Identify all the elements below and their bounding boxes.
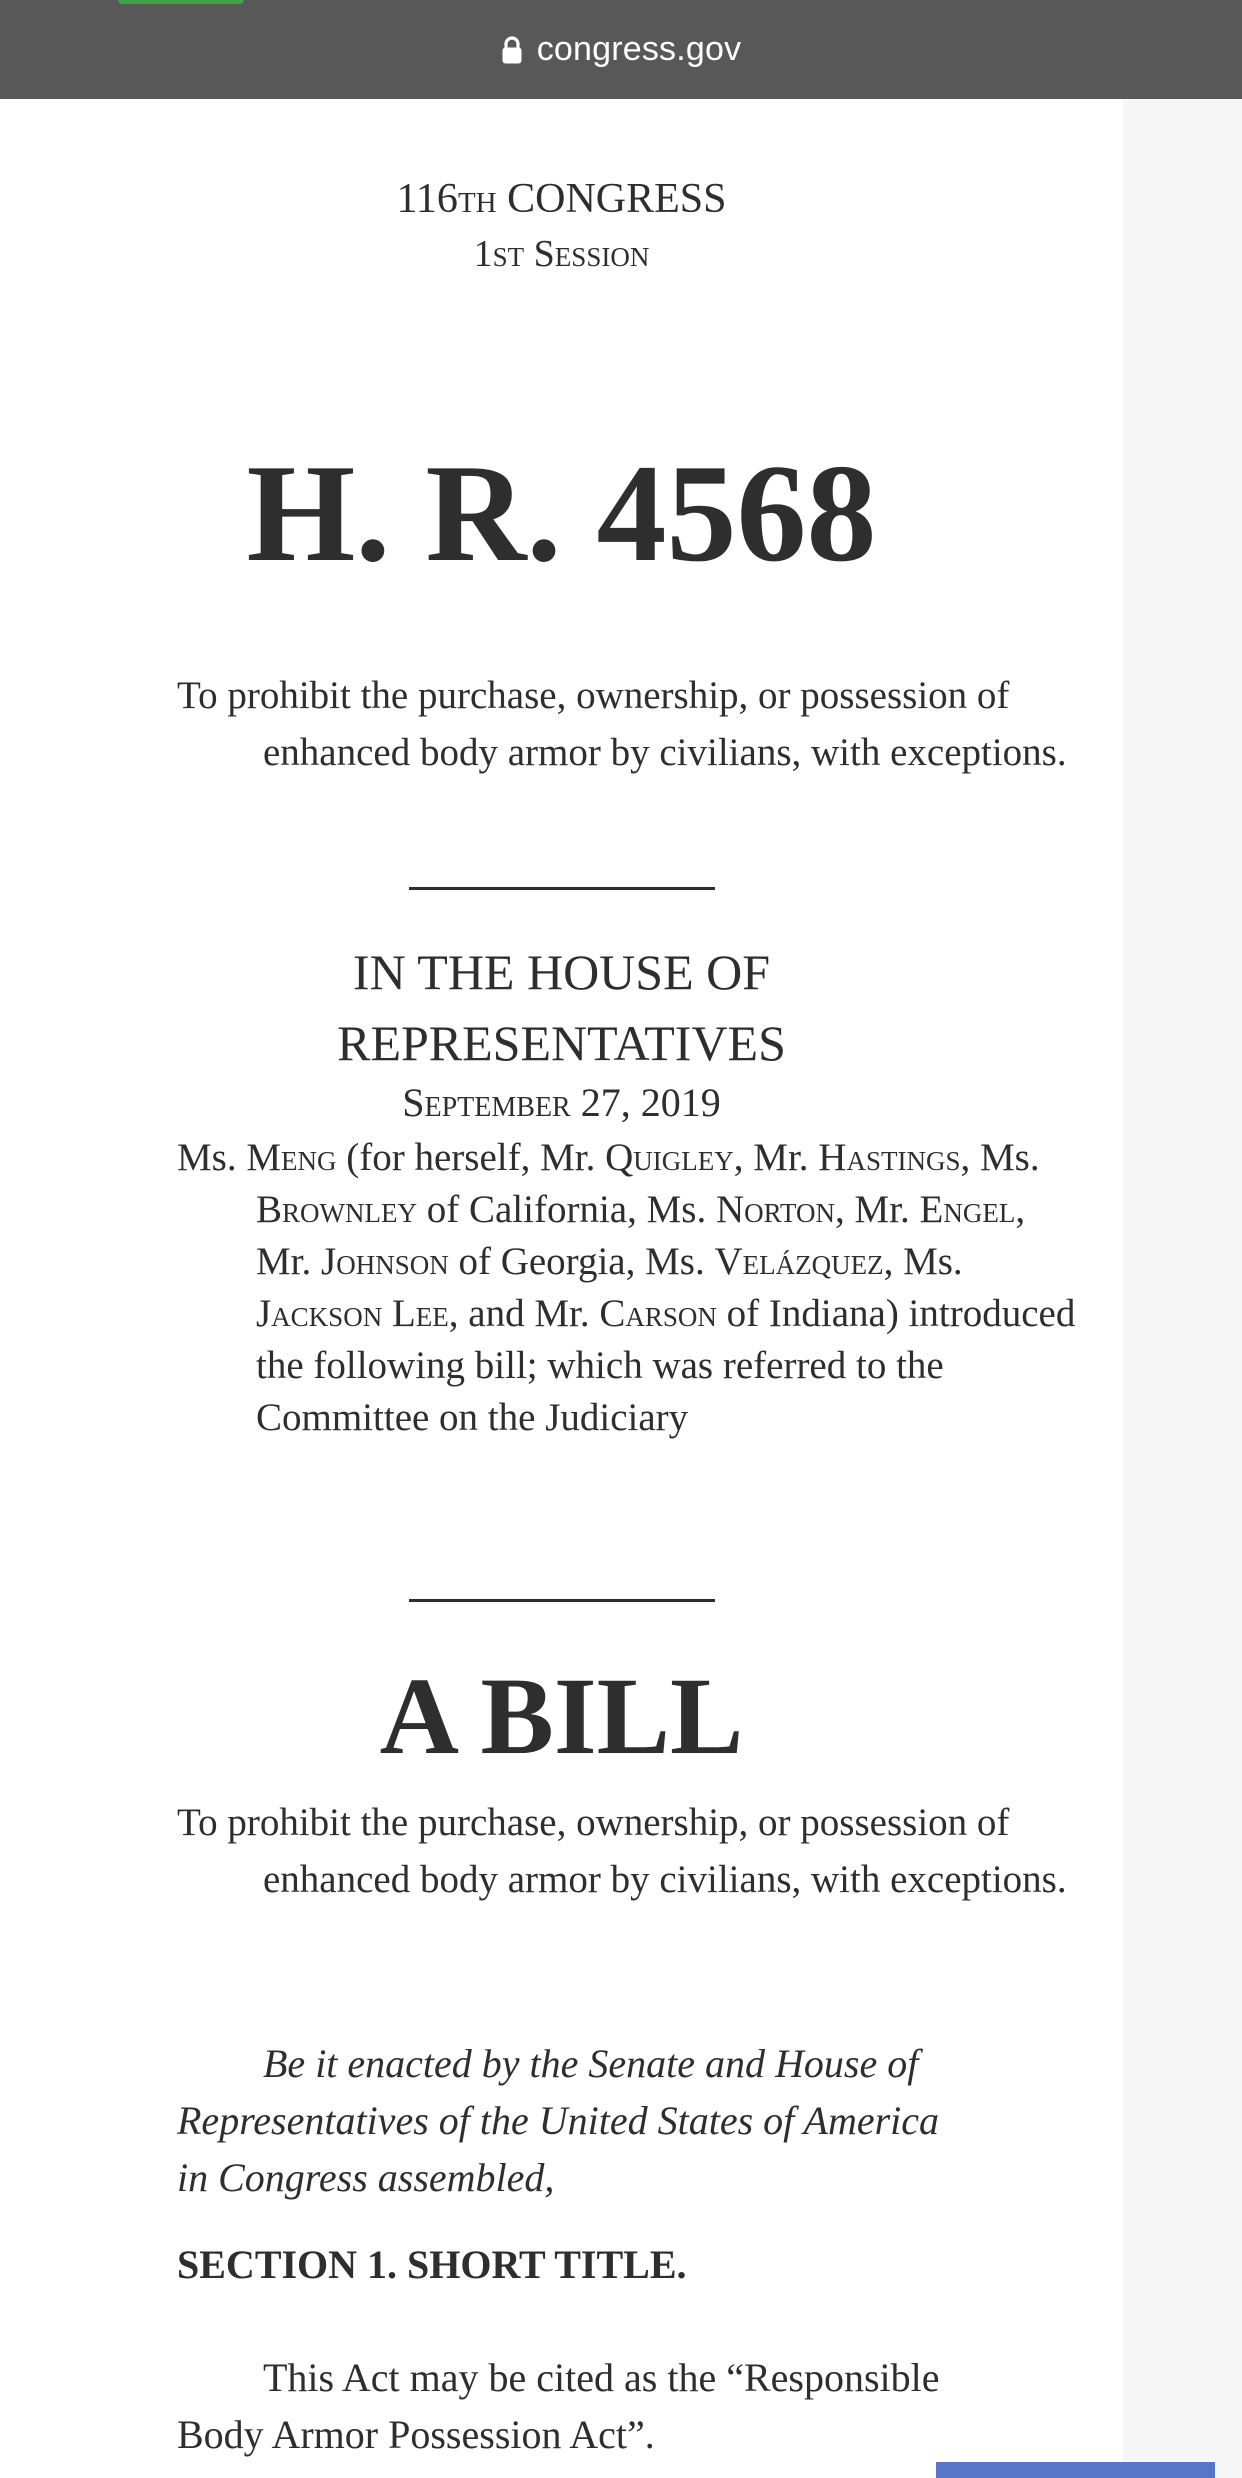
chamber-heading [0,937,1123,1079]
bill-heading: A BILL [379,1655,744,1777]
browser-address-bar[interactable] [0,0,1242,99]
sponsor-name: Velázquez [714,1240,884,1283]
session-word: Session [533,233,650,275]
load-progress-indicator [118,0,244,4]
enacting-clause: Be it enacted by the Senate and House of Representatives of the United States of America in Congress assembled, [177,2041,940,2200]
sponsor-text: (for herself, Mr. [336,1136,606,1179]
bill-document [0,99,1123,2478]
chamber-text: IN THE HOUSE OF REPRESENTATIVES [337,944,786,1071]
divider [409,887,715,890]
sponsor-text: of California, Ms. [417,1188,716,1231]
bill-purpose-summary: To prohibit the purchase, ownership, or possession of enhanced body armor by civilians, with exceptions. [177,674,1067,774]
lock-icon [501,35,523,65]
sponsor-name: Jackson Lee [256,1292,449,1335]
sponsor-name: Carson [599,1292,717,1335]
url-text: congress.gov [536,30,742,68]
session-number: 1 [473,233,493,275]
short-title-text: This Act may be cited as the “Responsible Body Armor Possession Act”. [177,2355,940,2457]
congress-heading [0,175,1123,223]
sponsor-name: Norton [715,1188,836,1231]
floating-action-button[interactable] [936,2462,1215,2478]
divider [409,1599,715,1602]
bill-purpose: To prohibit the purchase, ownership, or possession of enhanced body armor by civilians, with exceptions. [177,1801,1067,1901]
introduction-date: September 27, 2019 [402,1080,721,1125]
congress-number: 116 [396,176,458,222]
sponsor-name: Engel [919,1188,1016,1231]
section-heading: SECTION 1. SHORT TITLE. [177,2242,687,2287]
sponsor-name: Quigley [605,1136,734,1179]
sponsor-name: Meng [246,1136,337,1179]
sponsor-text: , Mr. [256,1188,1026,1283]
sponsor-text: of Georgia, Ms. [448,1240,715,1283]
sponsor-text: Ms. [177,1136,247,1179]
sponsor-name: Hastings [818,1136,961,1179]
congress-word: CONGRESS [507,176,727,222]
session-suffix: st [492,233,525,275]
bill-number: H. R. 4568 [246,436,877,591]
sponsor-text: , Mr. [835,1188,920,1231]
sponsor-text: , and Mr. [448,1292,600,1335]
sponsor-text: , Ms. [883,1240,963,1283]
sponsor-text: of Indiana) introduced the following bill; which was referred to the Committee on the Judiciary [256,1292,1076,1439]
sponsor-name: Brownley [256,1188,417,1231]
sponsor-text: , Ms. [960,1136,1040,1179]
sponsor-name: Johnson [321,1240,449,1283]
session-heading [0,232,1123,276]
sponsor-text: , Mr. [733,1136,819,1179]
sponsors-paragraph [177,1132,1076,1444]
url-display[interactable] [501,30,742,69]
congress-suffix: th [457,176,497,222]
